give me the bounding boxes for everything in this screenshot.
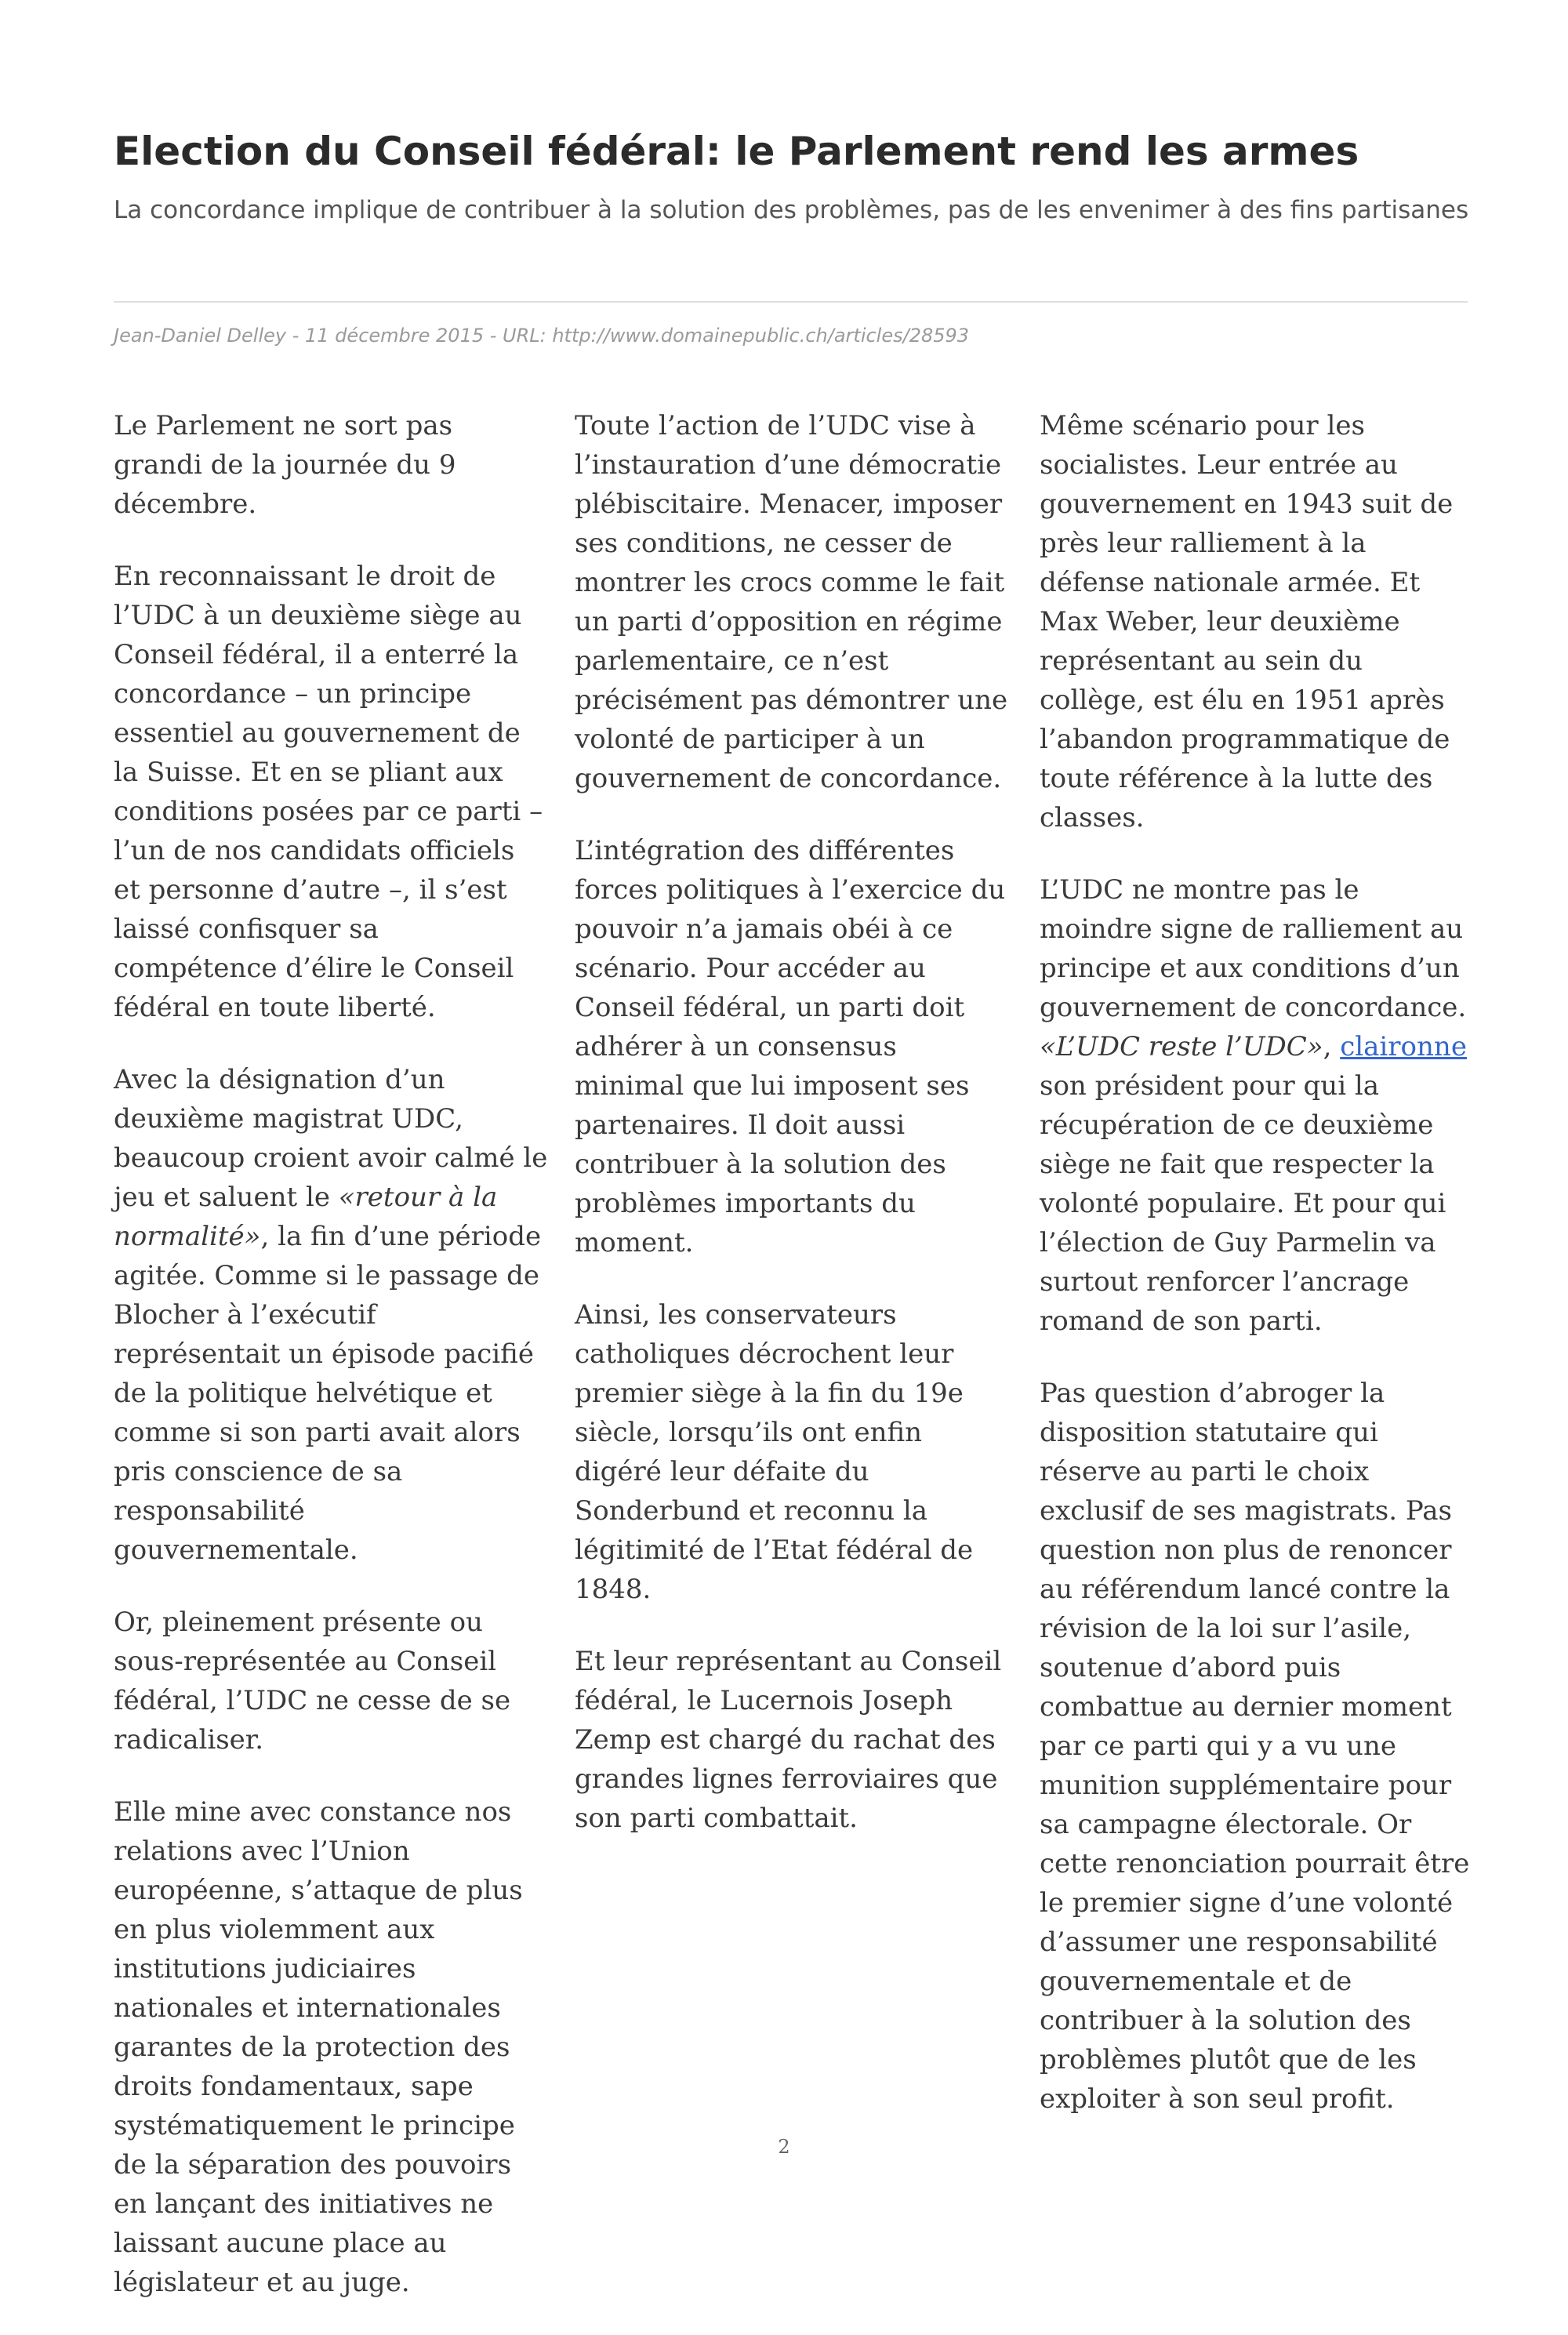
- article-title: Election du Conseil fédéral: le Parlement rend les armes: [114, 129, 1359, 174]
- article-subtitle: La concordance implique de contribuer à la solution des problèmes, pas de les envenimer à des fins partisanes: [114, 196, 1469, 224]
- paragraph: Or, pleinement présente ou sous-représentée au Conseil fédéral, l’UDC ne cesse de se radicaliser.: [114, 1607, 511, 1756]
- paragraph: [1040, 870, 1475, 1341]
- column-1: [114, 406, 549, 2335]
- header-divider: [114, 301, 1468, 303]
- column-2: [575, 406, 1010, 1871]
- paragraph: [114, 1060, 549, 1570]
- quote-retour-normalite: «retour à la normalité»: [114, 1182, 498, 1252]
- paragraph-text: L’UDC ne montre pas le moindre signe de ralliement au principe et aux conditions d’un gouvernement de concordance.: [1040, 874, 1467, 1023]
- paragraph-text: , la fin d’une période agitée. Comme si le passage de Blocher à l’exécutif représentait un épisode pacifié de la politique helvétique et comme si son parti avait alors pris conscience de sa responsabilité gouvernementale.: [114, 1221, 542, 1566]
- paragraph: Et leur représentant au Conseil fédéral, le Lucernois Joseph Zemp est chargé du rachat des grandes lignes ferroviaires que son parti combattait.: [575, 1646, 1002, 1834]
- paragraph: Toute l’action de l’UDC vise à l’instauration d’une démocratie plébiscitaire. Menacer, imposer ses conditions, ne cesser de montrer les crocs comme le fait un parti d’opposition en régime parlementaire, ce n’est précisément pas démontrer une volonté de participer à un gouvernement de concordance.: [575, 410, 1008, 794]
- paragraph: Le Parlement ne sort pas grandi de la journée du 9 décembre.: [114, 410, 456, 520]
- paragraph-text: son président pour qui la récupération de ce deuxième siège ne fait que respecter la volonté populaire. Et pour qui l’élection de Guy Parmelin va surtout renforcer l’ancrage romand de son parti.: [1040, 1070, 1446, 1337]
- article-byline: Jean-Daniel Delley - 11 décembre 2015 - URL: http://www.domainepublic.ch/articles/28593: [114, 325, 970, 347]
- claironne-link[interactable]: claironne: [1340, 1031, 1467, 1062]
- column-3: [1040, 406, 1475, 2152]
- paragraph-text: Avec la désignation d’un deuxième magistrat UDC, beaucoup croient avoir calmé le jeu et saluent le: [114, 1064, 548, 1213]
- paragraph: Pas question d’abroger la disposition statutaire qui réserve au parti le choix exclusif de ses magistrats. Pas question non plus de renoncer au référendum lancé contre la révision de la loi sur l’asile, soutenue d’abord puis combattue au dernier moment par ce parti qui y a vu une munition supplémentaire pour sa campagne électorale. Or cette renonciation pourrait être le premier signe d’une volonté d’assumer une responsabilité gouvernementale et de contribuer à la solution des problèmes plutôt que de les exploiter à son seul profit.: [1040, 1378, 1470, 2115]
- quote-udc-reste-udc: «L’UDC reste l’UDC»: [1040, 1031, 1323, 1062]
- paragraph: L’intégration des différentes forces politiques à l’exercice du pouvoir n’a jamais obéi à ce scénario. Pour accéder au Conseil fédéral, un parti doit adhérer à un consensus minimal que lui imposent ses partenaires. Il doit aussi contribuer à la solution des problèmes importants du moment.: [575, 835, 1006, 1258]
- paragraph: Ainsi, les conservateurs catholiques décrochent leur premier siège à la fin du 19e siècle, lorsqu’ils ont enfin digéré leur défaite du Sonderbund et reconnu la légitimité de l’Etat fédéral de 1848.: [575, 1299, 974, 1605]
- page-number: 2: [778, 2136, 790, 2158]
- paragraph: Même scénario pour les socialistes. Leur entrée au gouvernement en 1943 suit de près leur ralliement à la défense nationale armée. Et Max Weber, leur deuxième représentant au sein du collège, est élu en 1951 après l’abandon programmatique de toute référence à la lutte des classes.: [1040, 410, 1454, 833]
- paragraph: En reconnaissant le droit de l’UDC à un deuxième siège au Conseil fédéral, il a enterré la concordance – un principe essentiel au gouvernement de la Suisse. Et en se pliant aux conditions posées par ce parti – l’un de nos candidats officiels et personne d’autre –, il s’est laissé confisquer sa compétence d’élire le Conseil fédéral en toute liberté.: [114, 561, 543, 1023]
- paragraph: Elle mine avec constance nos relations avec l’Union européenne, s’attaque de plus en plus violemment aux institutions judiciaires nationales et internationales garantes de la protection des droits fondamentaux, sape systématiquement le principe de la séparation des pouvoirs en lançant des initiatives ne laissant aucune place au législateur et au juge.: [114, 1796, 523, 2298]
- paragraph-text: ,: [1323, 1031, 1341, 1062]
